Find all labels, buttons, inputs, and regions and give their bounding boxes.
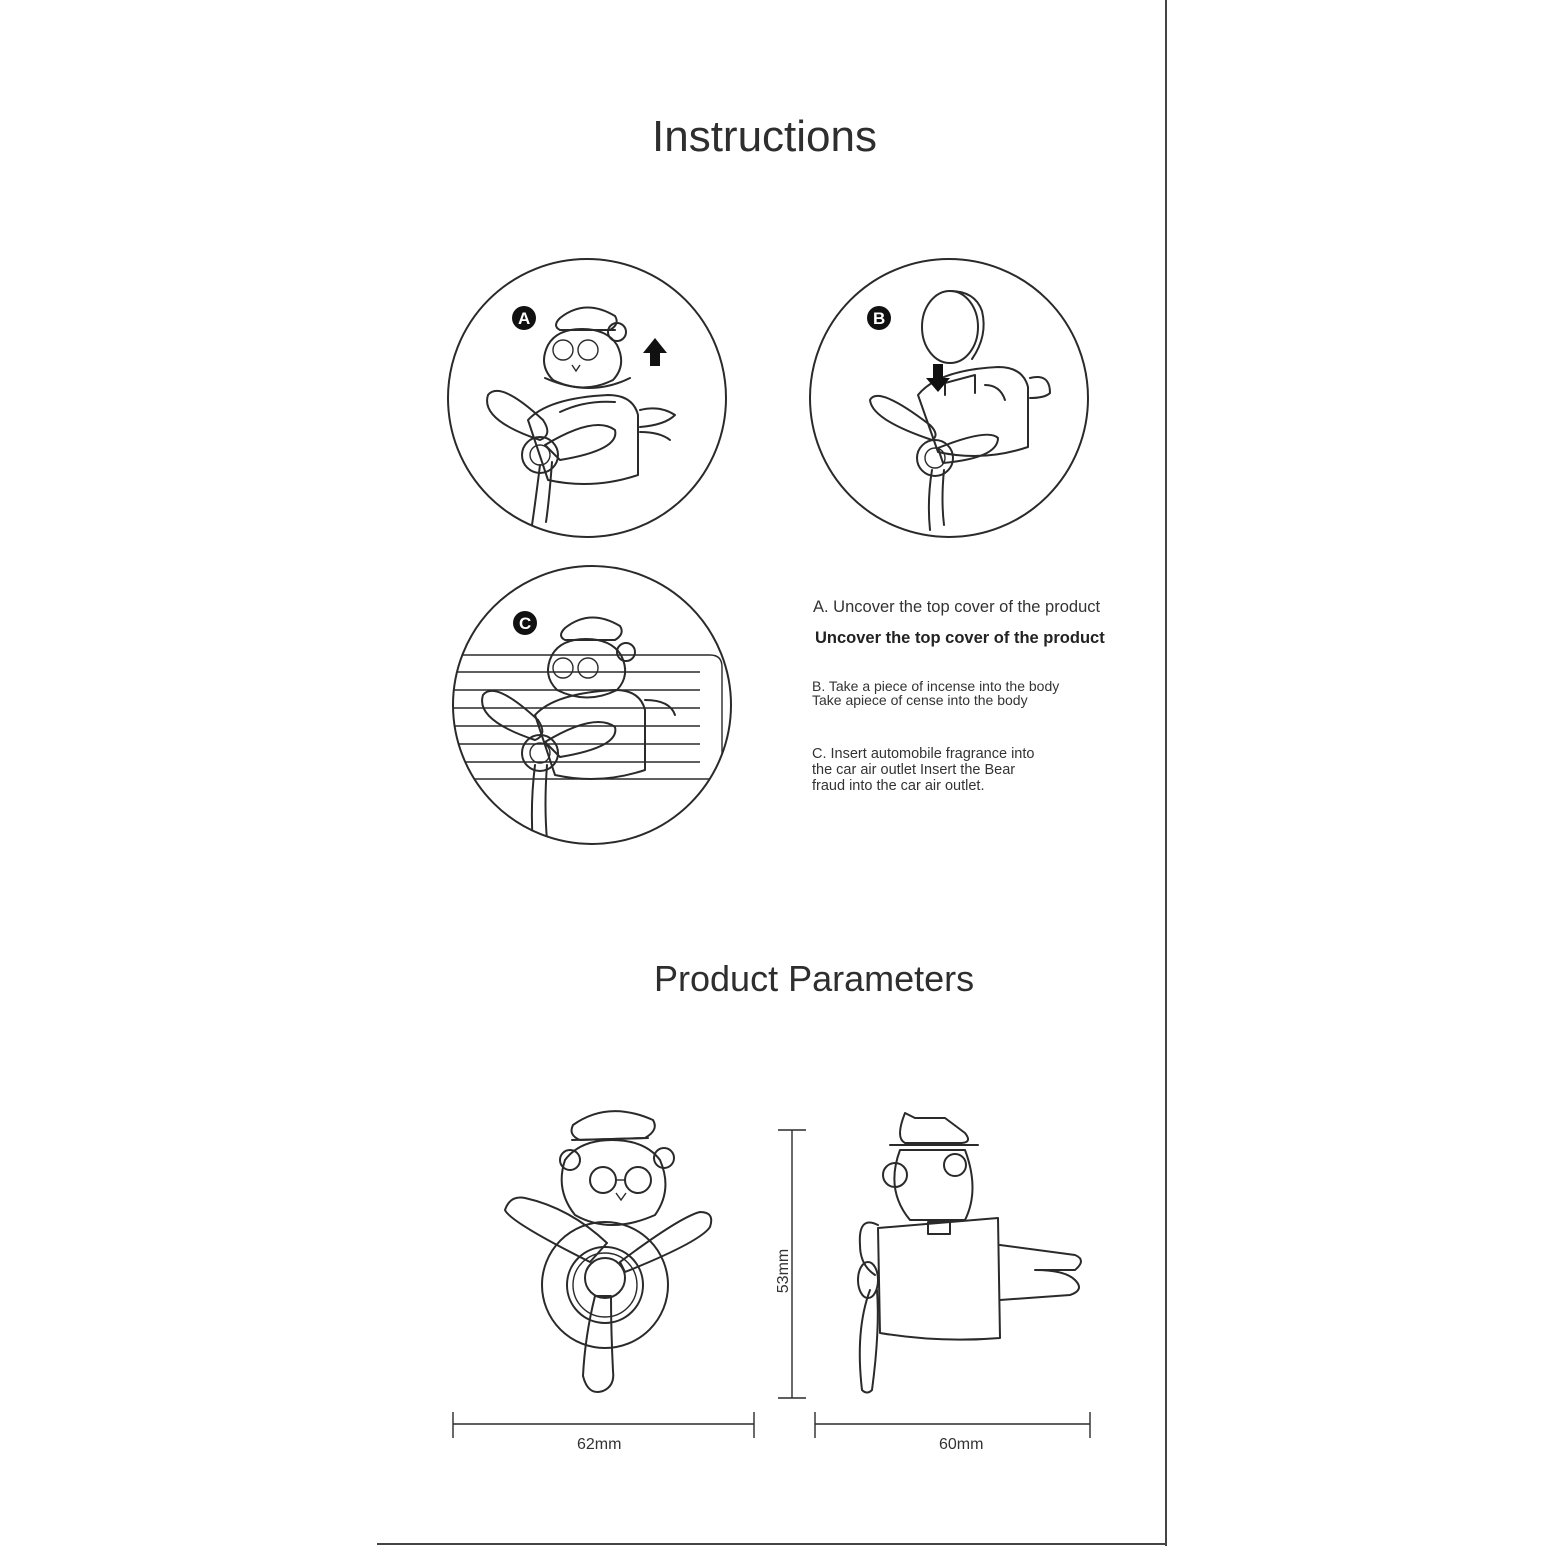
step-c-instruction: C. Insert automobile fragrance into the car air outlet Insert the Bear fraud into the car air outlet. xyxy=(812,746,1035,794)
step-c-illustration xyxy=(440,566,731,845)
step-b-badge-label: B xyxy=(873,309,886,328)
step-c-badge-label: C xyxy=(519,614,532,633)
instructions-title: Instructions xyxy=(652,112,877,161)
step-b-instruction-line2: Take apiece of cense into the body xyxy=(812,692,1028,708)
step-a-instruction: A. Uncover the top cover of the product xyxy=(813,598,1101,616)
height-label: 53mm xyxy=(775,1248,793,1294)
step-b-instruction-line1: B. Take a piece of incense into the body xyxy=(812,678,1060,694)
front-width-label: 62mm xyxy=(577,1436,622,1453)
step-a-instruction-bold: Uncover the top cover of the product xyxy=(815,629,1105,647)
front-width-dimension-line xyxy=(453,1412,754,1438)
front-view-illustration xyxy=(505,1111,711,1392)
step-b-illustration xyxy=(810,259,1088,537)
arrow-down-icon xyxy=(926,364,950,392)
step-a-illustration xyxy=(448,259,726,537)
side-width-dimension-line xyxy=(815,1412,1090,1438)
step-a-circle xyxy=(448,259,726,537)
step-a-badge-label: A xyxy=(518,309,531,328)
step-c-circle xyxy=(453,566,731,844)
step-b-circle xyxy=(810,259,1088,537)
side-width-label: 60mm xyxy=(939,1436,984,1453)
side-view-illustration xyxy=(858,1113,1081,1393)
arrow-up-icon xyxy=(643,338,667,366)
product-parameters-title: Product Parameters xyxy=(654,958,975,999)
dimension-lines xyxy=(453,1130,1090,1438)
